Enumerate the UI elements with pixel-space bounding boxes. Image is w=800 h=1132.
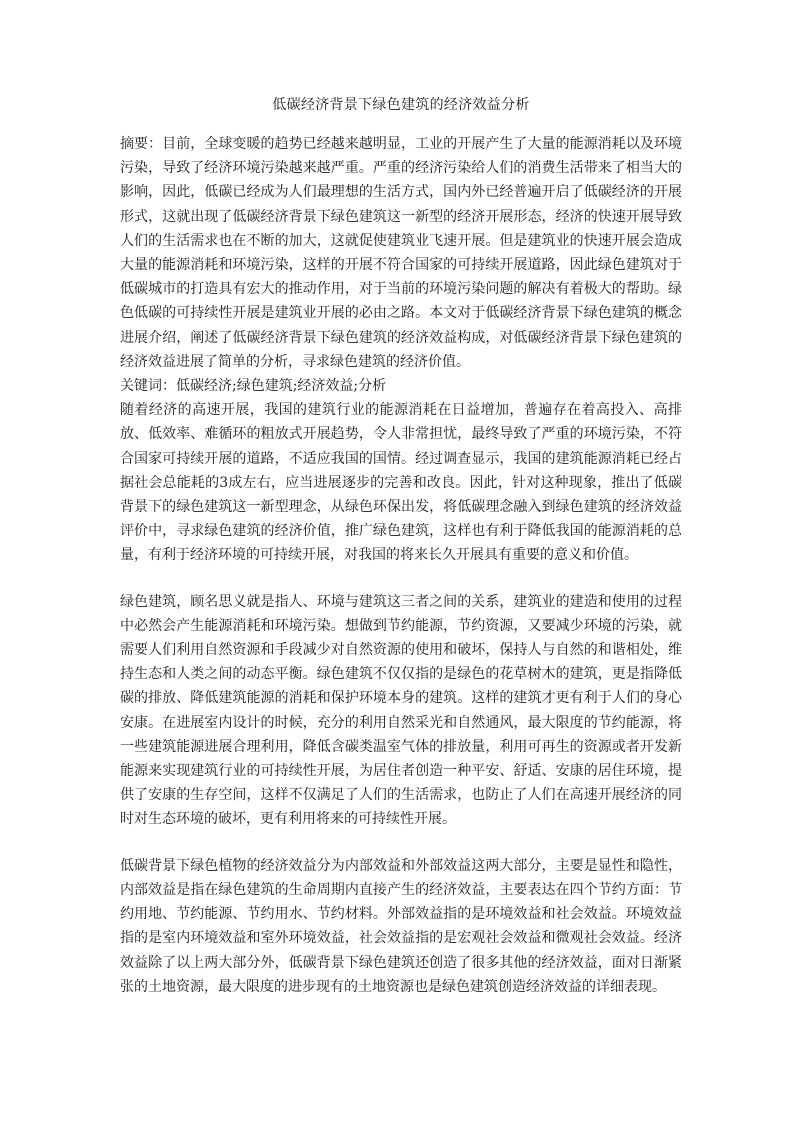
intro-paragraph: 随着经济的高速开展，我国的建筑行业的能源消耗在日益增加，普遍存在着高投入、高排放、低效率、难循环的粗放式开展趋势，令人非常担忧，最终导致了严重的环境污染，不符合国家可持续开展的道路，不适应我国的国情。经过调查显示，我国的建筑能源消耗已经占据社会总能耗的3成左右，应当进展逐步的完善和改良。因此，针对这种现象，推出了低碳背景下的绿色建筑这一新型理念，从绿色环保出发，将低碳理念融入到绿色建筑的经济效益评价中，寻求绿色建筑的经济价值，推广绿色建筑，这样也有利于降低我国的能源消耗的总量，有利于经济环境的可持续开展，对我国的将来长久开展具有重要的意义和价值。 (120, 402, 682, 564)
green-building-paragraph: 绿色建筑，顾名思义就是指人、环境与建筑这三者之间的关系，建筑业的建造和使用的过程中必然会产生能源消耗和环境污染。想做到节约能源，节约资源，又要减少环境的污染，就需要人们利用自然资源和手段减少对自然资源的使用和破坏，保持人与自然的和谐相处，维持生态和人类之间的动态平衡。绿色建筑不仅仅指的是绿色的花草树木的建筑，更是指降低碳的排放、降低建筑能源的消耗和保护环境本身的建筑。这样的建筑才更有利于人们的身心安康。在进展室内设计的时候，充分的利用自然采光和自然通风，最大限度的节约能源，将一些建筑能源进展合理利用，降低含碳类温室气体的排放量，利用可再生的资源或者开发新能源来实现建筑行业的可持续性开展，为居住者创造一种平安、舒适、安康的居住环境，提供了安康的生存空间，这样不仅满足了人们的生活需求，也防止了人们在高速开展经济的同时对生态环境的破坏，更有利用将来的可持续性开展。 (120, 593, 682, 828)
paragraph-spacer (120, 568, 682, 590)
document-title: 低碳经济背景下绿色建筑的经济效益分析 (272, 97, 530, 113)
abstract-paragraph: 摘要：目前，全球变暖的趋势已经越来越明显，工业的开展产生了大量的能源消耗以及环境污染，导致了经济环境污染越来越严重。严重的经济污染给人们的消费生活带来了相当大的影响，因此，低碳已经成为人们最理想的生活方式，国内外已经普遍开启了低碳经济的开展形式，这就出现了低碳经济背景下绿色建筑这一新型的经济开展形态，经济的快速开展导致人们的生活需求也在不断的加大，这就促使建筑业飞速开展。但是建筑业的快速开展会造成大量的能源消耗和环境污染，这样的开展不符合国家的可持续开展道路，因此绿色建筑对于低碳城市的打造具有宏大的推动作用，对于当前的环境污染问题的解决有着极大的帮助。绿色低碳的可持续性开展是建筑业开展的必由之路。本文对于低碳经济背景下绿色建筑的概念进展介绍，阐述了低碳经济背景下绿色建筑的经济效益构成，对低碳经济背景下绿色建筑的经济效益进展了简单的分析，寻求绿色建筑的经济价值。 (120, 136, 682, 370)
paragraph-spacer (120, 832, 682, 854)
economic-benefit-paragraph: 低碳背景下绿色植物的经济效益分为内部效益和外部效益这两大部分，主要是显性和隐性，内部效益是指在绿色建筑的生命周期内直接产生的经济效益，主要表达在四个节约方面：节约用地、节约能源、节约用水、节约材料。外部效益指的是环境效益和社会效益。环境效益指的是室内环境效益和室外环境效益，社会效益指的是宏观社会效益和微观社会效益。经济效益除了以上两大部分外，低碳背景下绿色建筑还创造了很多其他的经济效益，面对日渐紧张的土地资源，最大限度的进步现有的土地资源也是绿色建筑创造经济效益的详细表现。 (120, 857, 682, 995)
document-page (120, 92, 682, 999)
keywords-line: 关键词：低碳经济;绿色建筑;经济效益;分析 (120, 378, 387, 395)
